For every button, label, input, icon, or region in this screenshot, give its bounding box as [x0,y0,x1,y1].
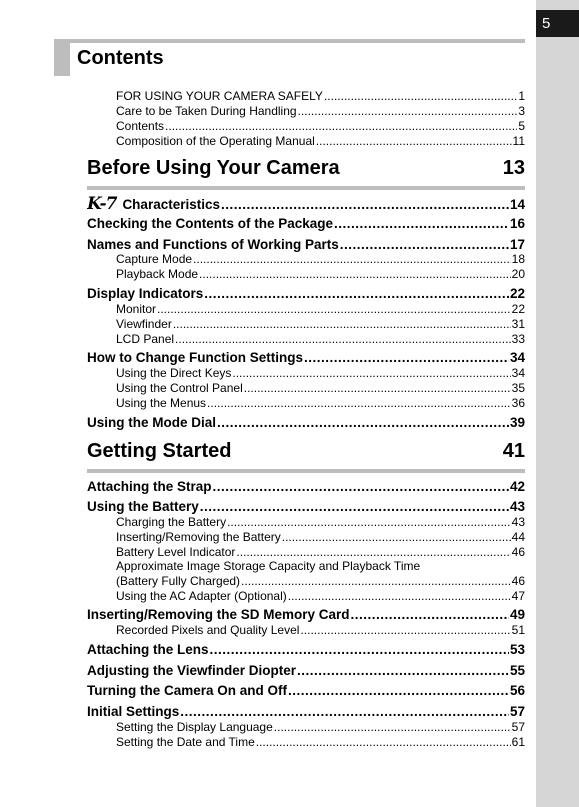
leader-dots [274,720,511,735]
leader-dots [304,349,509,367]
section-before-using[interactable] [87,157,525,187]
toc-entry-page: 61 [511,735,525,749]
toc-entry-page: 53 [509,642,525,657]
section-getting-started[interactable] [87,440,525,470]
toc-entry-page: 33 [511,332,525,346]
toc-entry-label: FOR USING YOUR CAMERA SAFELY [116,89,323,103]
toc-entry-label: Composition of the Operating Manual [116,134,315,148]
toc-entry-page: 5 [518,119,525,133]
toc-entry-monitor[interactable] [116,302,525,317]
contents-header [54,39,525,76]
leader-dots [241,574,511,589]
toc-entry-label: Contents [116,119,165,133]
toc-entry-mode-dial[interactable] [87,414,525,432]
toc-entry-page: 11 [512,134,525,148]
toc-entry-capture-mode[interactable] [116,252,525,267]
toc-entry-page: 42 [509,479,525,494]
toc-entry-label: Initial Settings [87,704,180,719]
toc-entry-k7-characteristics[interactable] [87,195,525,213]
toc-entry-page: 20 [511,267,525,281]
toc-entry-label: Setting the Display Language [116,720,273,734]
section-rule [87,186,525,190]
toc-entry-label: How to Change Function Settings [87,350,303,365]
toc-entry-checking[interactable] [87,215,525,233]
toc-entry-label: Display Indicators [87,286,204,301]
toc-entry-page: 57 [509,704,525,719]
leader-dots [217,414,509,432]
header-top-bar [54,39,525,43]
toc-entry-page: 44 [511,530,525,544]
leader-dots [180,703,509,721]
toc-entry-page: 31 [511,317,525,331]
toc-entry-display-indicators[interactable] [87,285,525,303]
toc-entry-battery-level[interactable] [116,545,525,560]
toc-entry-composition[interactable] [116,134,525,149]
toc-entry-page: 43 [511,515,525,529]
toc-entry-playback-mode[interactable] [116,267,525,282]
leader-dots [227,515,511,530]
toc-entry-label: Using the Mode Dial [87,415,217,430]
leader-dots [165,119,517,134]
leader-dots [210,641,509,659]
toc-entry-label: (Battery Fully Charged) [116,574,241,588]
leader-dots [288,589,511,604]
leader-dots [316,134,512,149]
toc-entry-page: 14 [509,197,525,212]
toc-entry-battery[interactable] [87,498,525,516]
toc-entry-page: 57 [511,720,525,734]
leader-dots [173,317,511,332]
toc-entry-page: 51 [511,623,525,637]
toc-entry-approx-line1[interactable]: Approximate Image Storage Capacity and Playback Time [116,559,421,573]
toc-entry-display-language[interactable] [116,720,525,735]
toc-entry-page: 22 [511,302,525,316]
toc-entry-label: Using the Menus [116,396,207,410]
toc-entry-page: 47 [511,589,525,603]
toc-entry-lcd-panel[interactable] [116,332,525,347]
toc-entry-how-to-change[interactable] [87,349,525,367]
toc-entry-strap[interactable] [87,478,525,496]
leader-dots [236,545,510,560]
toc-entry-viewfinder[interactable] [116,317,525,332]
toc-entry-page: 39 [509,415,525,430]
toc-entry-care[interactable] [116,104,525,119]
toc-entry-ac-adapter[interactable] [116,589,525,604]
toc-entry-label: Attaching the Lens [87,642,209,657]
toc-entry-label: Recorded Pixels and Quality Level [116,623,300,637]
leader-dots [199,267,511,282]
toc-entry-label: Using the Control Panel [116,381,243,395]
toc-entry-page: 55 [509,663,525,678]
toc-entry-label: Capture Mode [116,252,193,266]
leader-dots [244,381,511,396]
toc-entry-page: 18 [511,252,525,266]
toc-entry-label: Setting the Date and Time [116,735,255,749]
leader-dots [193,252,511,267]
leader-dots [204,285,509,303]
toc-entry-page: 46 [511,574,525,588]
toc-entry-page: 16 [509,216,525,231]
toc-entry-sd-card[interactable] [87,606,525,624]
toc-entry-label: Characteristics [122,197,220,212]
toc-entry-label: Charging the Battery [116,515,227,529]
toc-entry-menus[interactable] [116,396,525,411]
leader-dots [256,735,511,750]
toc-entry-diopter[interactable] [87,662,525,680]
leader-dots [298,104,518,119]
leader-dots [175,332,511,347]
toc-entry-page: 56 [509,683,525,698]
leader-dots [200,498,509,516]
toc-entry-page: 36 [511,396,525,410]
toc-entry-label: Inserting/Removing the SD Memory Card [87,607,350,622]
section-title: Before Using Your Camera [87,157,340,179]
toc-entry-page: 46 [511,545,525,559]
section-title: Getting Started [87,440,232,462]
leader-dots [221,196,509,213]
contents-title: Contents [77,47,164,69]
toc-entry-initial-settings[interactable] [87,703,525,721]
toc-entry-label: Checking the Contents of the Package [87,216,334,231]
toc-entry-label: Using the AC Adapter (Optional) [116,589,287,603]
toc-entry-page: 49 [509,607,525,622]
toc-entry-label: Using the Battery [87,499,199,514]
leader-dots [213,478,509,496]
leader-dots [232,366,510,381]
toc-entry-page: 1 [518,89,525,103]
section-page: 13 [502,157,525,179]
toc-entry-page: 17 [509,237,525,252]
header-left-bar [54,39,70,76]
toc-entry-contents[interactable] [116,119,525,134]
toc-entry-inserting-battery[interactable] [116,530,525,545]
toc-entry-label: Playback Mode [116,267,199,281]
toc-entry-page: 22 [509,286,525,301]
toc-entry-page: 34 [509,350,525,365]
toc-entry-label: Names and Functions of Working Parts [87,237,339,252]
toc-entry-approx-line2[interactable] [116,574,525,589]
toc-entry-label: Attaching the Strap [87,479,212,494]
toc-entry-label: LCD Panel [116,332,175,346]
toc-entry-label: Adjusting the Viewfinder Diopter [87,663,297,678]
page-number: 5 [536,10,579,37]
toc-entry-power[interactable] [87,682,525,700]
leader-dots [288,682,509,700]
section-page: 41 [502,440,525,462]
leader-dots [157,302,511,317]
toc-entry-label: Care to be Taken During Handling [116,104,297,118]
toc-entry-page: 35 [511,381,525,395]
toc-entry-page: 43 [509,499,525,514]
toc-entry-page: 3 [518,104,525,118]
toc-entry-lens[interactable] [87,641,525,659]
toc-entry-label: Monitor [116,302,157,316]
toc-entry-charging[interactable] [116,515,525,530]
leader-dots [207,396,511,411]
toc-entry-label: Battery Level Indicator [116,545,236,559]
leader-dots [300,623,510,638]
leader-dots [282,530,511,545]
leader-dots [334,215,509,233]
toc-entry-date-time[interactable] [116,735,525,750]
leader-dots [351,606,509,624]
toc-entry-page: 34 [511,366,525,380]
toc-entry-recorded-pixels[interactable] [116,623,525,638]
leader-dots [324,89,517,104]
k7-logo: K-7 [87,195,117,213]
toc-entry-label: Viewfinder [116,317,172,331]
toc-entry-label: Inserting/Removing the Battery [116,530,281,544]
toc-entry-label: Turning the Camera On and Off [87,683,288,698]
toc-entry-direct-keys[interactable] [116,366,525,381]
side-tab [536,0,579,807]
toc-entry-safety[interactable] [116,89,525,104]
section-rule [87,469,525,473]
leader-dots [297,662,509,680]
toc-entry-control-panel[interactable] [116,381,525,396]
toc-entry-label: Using the Direct Keys [116,366,232,380]
